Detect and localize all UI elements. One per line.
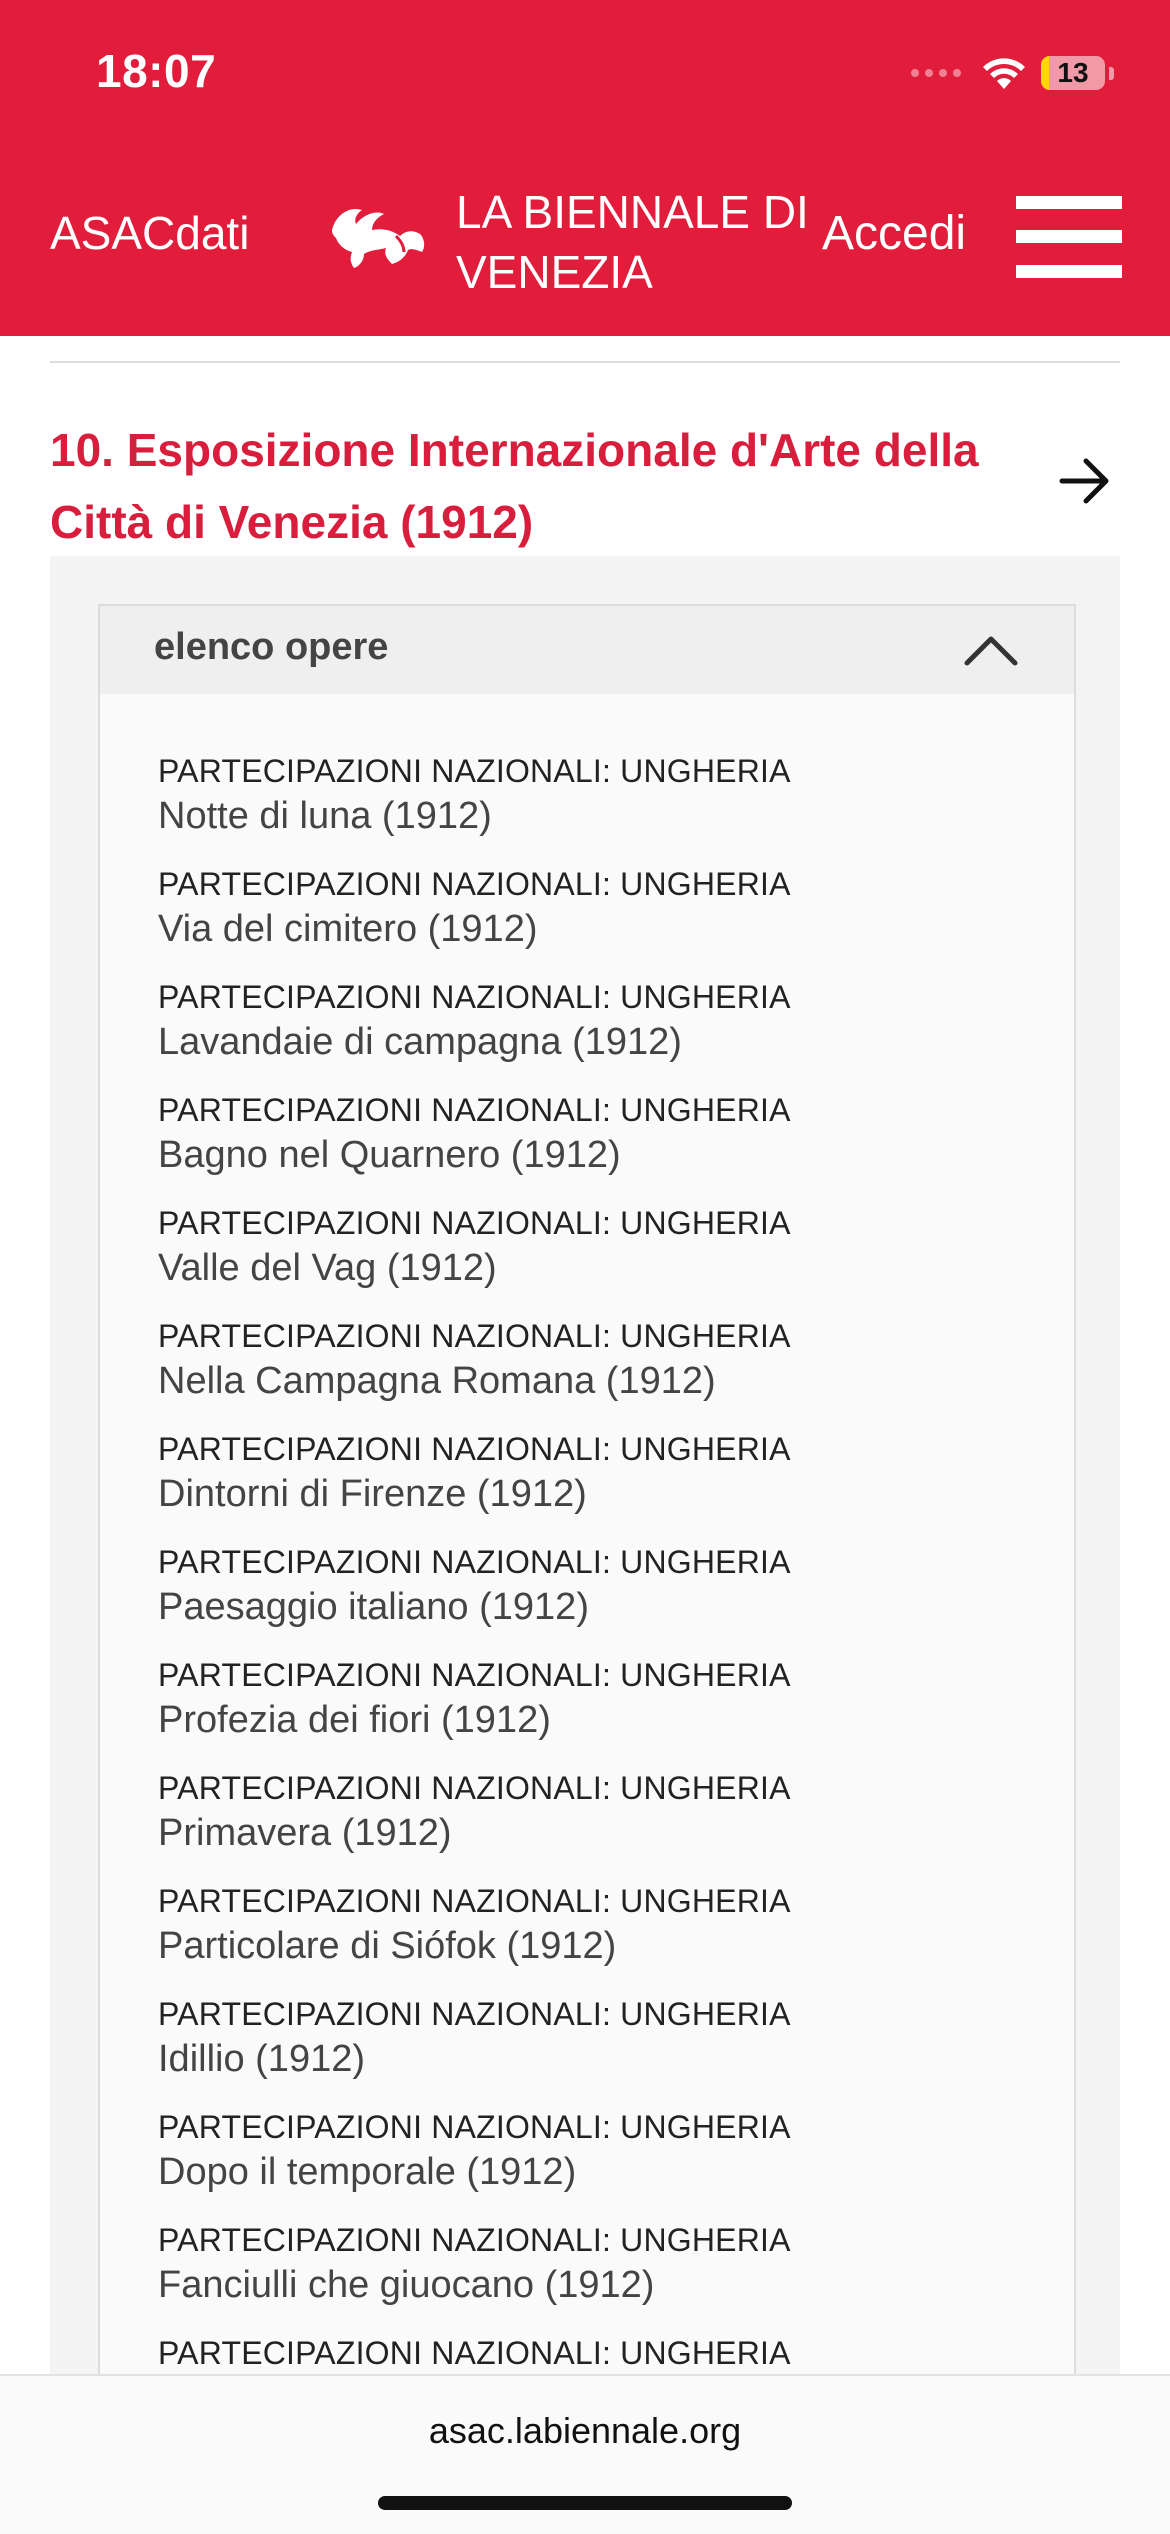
work-category: PARTECIPAZIONI NAZIONALI: UNGHERIA	[158, 1092, 791, 1128]
work-category: PARTECIPAZIONI NAZIONALI: UNGHERIA	[158, 979, 791, 1015]
work-category: PARTECIPAZIONI NAZIONALI: UNGHERIA	[158, 753, 791, 789]
works-list	[158, 750, 1038, 2445]
work-title[interactable]: Via del cimitero (1912)	[158, 908, 538, 950]
accordion-title: elenco opere	[154, 626, 389, 668]
section-divider	[50, 361, 1120, 363]
work-title[interactable]: Bagno nel Quarnero (1912)	[158, 1134, 621, 1176]
home-indicator[interactable]	[378, 2496, 792, 2510]
list-item[interactable]	[158, 1202, 1038, 1315]
battery-level: 13	[1057, 57, 1089, 88]
work-category: PARTECIPAZIONI NAZIONALI: UNGHERIA	[158, 1657, 791, 1693]
event-title-link[interactable]: 10. Esposizione Internazionale d'Arte della Città di Venezia (1912)	[50, 424, 979, 548]
list-item[interactable]	[158, 1315, 1038, 1428]
work-category: PARTECIPAZIONI NAZIONALI: UNGHERIA	[158, 1318, 791, 1354]
work-category: PARTECIPAZIONI NAZIONALI: UNGHERIA	[158, 1883, 791, 1919]
list-item[interactable]	[158, 2219, 1038, 2332]
login-link[interactable]: Accedi	[822, 207, 967, 260]
status-time: 18:07	[96, 45, 217, 97]
work-title[interactable]: Dintorni di Firenze (1912)	[158, 1473, 587, 1515]
list-item[interactable]	[158, 1880, 1038, 1993]
browser-toolbar	[0, 2374, 1170, 2534]
battery-fill	[1041, 56, 1049, 90]
list-item[interactable]	[158, 1767, 1038, 1880]
work-title[interactable]: Valle del Vag (1912)	[158, 1247, 497, 1289]
work-title[interactable]: Particolare di Siófok (1912)	[158, 1925, 617, 1967]
accordion-header[interactable]	[100, 606, 1074, 694]
winged-lion-icon[interactable]	[326, 200, 430, 272]
list-item[interactable]	[158, 1654, 1038, 1767]
list-item[interactable]	[158, 1089, 1038, 1202]
work-title[interactable]: Nella Campagna Romana (1912)	[158, 1360, 716, 1402]
cellular-signal-icon	[911, 69, 961, 77]
work-title[interactable]: Profezia dei fiori (1912)	[158, 1699, 551, 1741]
list-item[interactable]	[158, 863, 1038, 976]
work-title[interactable]: Primavera (1912)	[158, 1812, 452, 1854]
work-category: PARTECIPAZIONI NAZIONALI: UNGHERIA	[158, 1544, 791, 1580]
work-title[interactable]: Idillio (1912)	[158, 2038, 365, 2080]
work-category: PARTECIPAZIONI NAZIONALI: UNGHERIA	[158, 1431, 791, 1467]
work-category: PARTECIPAZIONI NAZIONALI: UNGHERIA	[158, 1205, 791, 1241]
works-accordion	[98, 604, 1076, 2408]
status-icons	[911, 48, 1114, 98]
list-item[interactable]	[158, 750, 1038, 863]
list-item[interactable]	[158, 1428, 1038, 1541]
work-category: PARTECIPAZIONI NAZIONALI: UNGHERIA	[158, 2109, 791, 2145]
work-title[interactable]: Lavandaie di campagna (1912)	[158, 1021, 682, 1063]
work-title[interactable]: Notte di luna (1912)	[158, 795, 492, 837]
work-title[interactable]: Fanciulli che giuocano (1912)	[158, 2264, 655, 2306]
work-category: PARTECIPAZIONI NAZIONALI: UNGHERIA	[158, 2335, 791, 2371]
hamburger-menu-icon[interactable]	[1016, 196, 1122, 278]
list-item[interactable]	[158, 2106, 1038, 2219]
work-category: PARTECIPAZIONI NAZIONALI: UNGHERIA	[158, 1770, 791, 1806]
url-bar[interactable]: asac.labiennale.org	[428, 2410, 742, 2451]
work-category: PARTECIPAZIONI NAZIONALI: UNGHERIA	[158, 1996, 791, 2032]
chevron-up-icon[interactable]	[964, 634, 1018, 666]
work-title[interactable]: Dopo il temporale (1912)	[158, 2151, 577, 2193]
site-name-link[interactable]: ASACdati	[50, 207, 250, 259]
battery-icon	[1041, 56, 1105, 90]
list-item[interactable]	[158, 1993, 1038, 2106]
app-header	[0, 0, 1170, 336]
work-category: PARTECIPAZIONI NAZIONALI: UNGHERIA	[158, 866, 791, 902]
work-category: PARTECIPAZIONI NAZIONALI: UNGHERIA	[158, 2222, 791, 2258]
wifi-icon	[981, 55, 1027, 91]
work-title[interactable]: Paesaggio italiano (1912)	[158, 1586, 589, 1628]
battery-cap	[1109, 67, 1114, 80]
list-item[interactable]	[158, 976, 1038, 1089]
list-item[interactable]	[158, 1541, 1038, 1654]
brand-title[interactable]: LA BIENNALE DI VENEZIA	[456, 186, 809, 298]
arrow-right-icon[interactable]	[1058, 454, 1112, 508]
